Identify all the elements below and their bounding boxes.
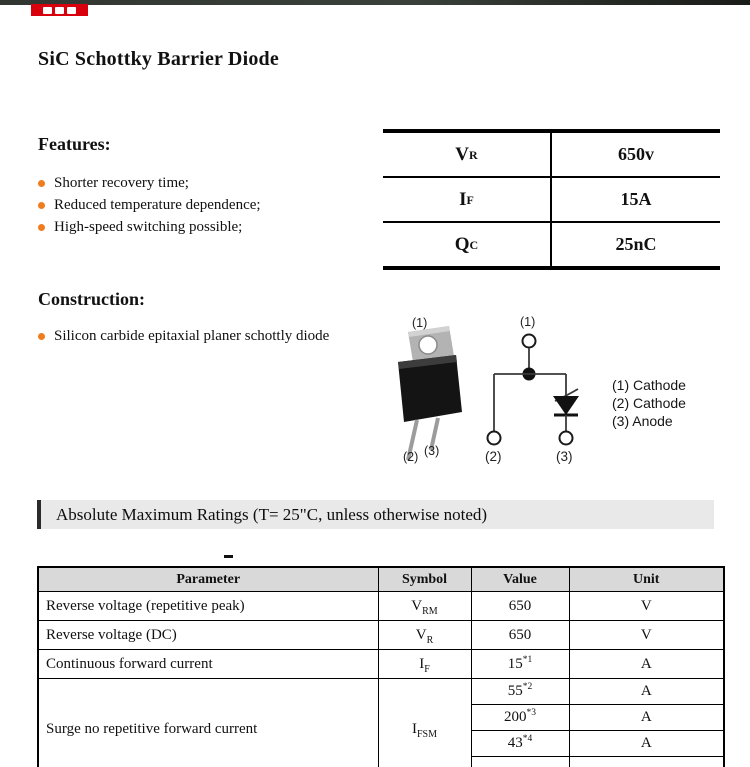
column-header: Parameter (38, 567, 378, 592)
value-cell: 43$^{*4}$ (471, 731, 569, 757)
list-item (38, 216, 261, 238)
section-banner-absolute-maximum-ratings (37, 500, 714, 529)
schematic-pin3-label: (3) (556, 449, 573, 464)
column-header: Symbol (378, 567, 471, 592)
spec-value: 650v (618, 144, 654, 164)
table-row (383, 133, 720, 178)
table-row (38, 679, 724, 705)
bullet-icon (38, 180, 45, 187)
terminal-3-circle (560, 432, 573, 445)
parameter-cell: Continuous forward current (38, 650, 378, 679)
spec-value: 25nC (615, 234, 657, 254)
table-header-row (38, 567, 724, 592)
unit-cell: A (569, 650, 724, 679)
table-row (38, 592, 724, 621)
diode-triangle (553, 396, 579, 415)
stray-mark (224, 555, 233, 558)
spec-symbol: V R (383, 133, 552, 176)
parameter-cell: Reverse voltage (repetitive peak) (38, 592, 378, 621)
terminal-1-circle (523, 335, 536, 348)
value-cell: 15$^{*1}$ (471, 650, 569, 679)
legend-line: (3) Anode (612, 413, 673, 429)
table-row (383, 223, 720, 266)
list-item (38, 172, 261, 194)
window-top-strip (0, 0, 750, 5)
unit-cell (569, 757, 724, 767)
package-pin3-label: (3) (424, 444, 440, 458)
value-cell: 200$^{*3}$ (471, 705, 569, 731)
unit-cell: A (569, 679, 724, 705)
list-item (38, 325, 329, 347)
package-pin2-label: (2) (403, 450, 419, 464)
key-specs-table (383, 129, 720, 270)
unit-cell: A (569, 731, 724, 757)
features-list (38, 172, 261, 238)
badge-glyph (67, 7, 76, 14)
construction-text: Silicon carbide epitaxial planer schottly diode (54, 327, 330, 344)
unit-cell: A (569, 705, 724, 731)
brand-logo-badge (31, 4, 88, 16)
construction-list (38, 325, 329, 347)
spec-value: 15A (620, 189, 652, 209)
feature-text: Shorter recovery time; (54, 174, 189, 191)
value-cell: 650 (471, 621, 569, 650)
table-row (38, 650, 724, 679)
package-pin1-label: (1) (412, 316, 428, 330)
badge-glyph (55, 7, 64, 14)
parameter-cell: Surge no repetitive forward current (38, 679, 378, 767)
feature-text: Reduced temperature dependence; (54, 196, 261, 213)
features-heading: Features: (38, 134, 111, 154)
schematic-pin1-label: (1) (520, 315, 536, 329)
symbol-cell: $V_R$ (378, 621, 471, 650)
legend-line: (1) Cathode (612, 377, 686, 393)
value-cell (471, 757, 569, 767)
spec-symbol: I F (383, 178, 552, 221)
package-mounting-hole (419, 336, 437, 354)
unit-cell: V (569, 592, 724, 621)
list-item (38, 194, 261, 216)
construction-heading: Construction: (38, 289, 145, 309)
value-cell: 650 (471, 592, 569, 621)
legend-line: (2) Cathode (612, 395, 686, 411)
parameter-cell: Reverse voltage (DC) (38, 621, 378, 650)
table-row (38, 621, 724, 650)
feature-text: High-speed switching possible; (54, 218, 243, 235)
badge-glyph (43, 7, 52, 14)
symbol-cell: $V_{RM}$ (378, 592, 471, 621)
symbol-cell: $I_{FSM}$ (378, 679, 471, 767)
banner-text: Absolute Maximum Ratings (T= 25"C, unless otherwise noted) (56, 504, 488, 524)
page-title: SiC Schottky Barrier Diode (38, 48, 279, 70)
schematic-pin2-label: (2) (485, 449, 502, 464)
bullet-icon (38, 224, 45, 231)
column-header: Value (471, 567, 569, 592)
max-ratings-table (37, 566, 725, 767)
spec-symbol: Q C (383, 223, 552, 266)
symbol-cell: $I_F$ (378, 650, 471, 679)
terminal-2-circle (488, 432, 501, 445)
table-row (383, 178, 720, 223)
column-header: Unit (569, 567, 724, 592)
unit-cell: V (569, 621, 724, 650)
bullet-icon (38, 333, 45, 340)
pin-legend (612, 376, 686, 430)
value-cell: 55$^{*2}$ (471, 679, 569, 705)
bullet-icon (38, 202, 45, 209)
